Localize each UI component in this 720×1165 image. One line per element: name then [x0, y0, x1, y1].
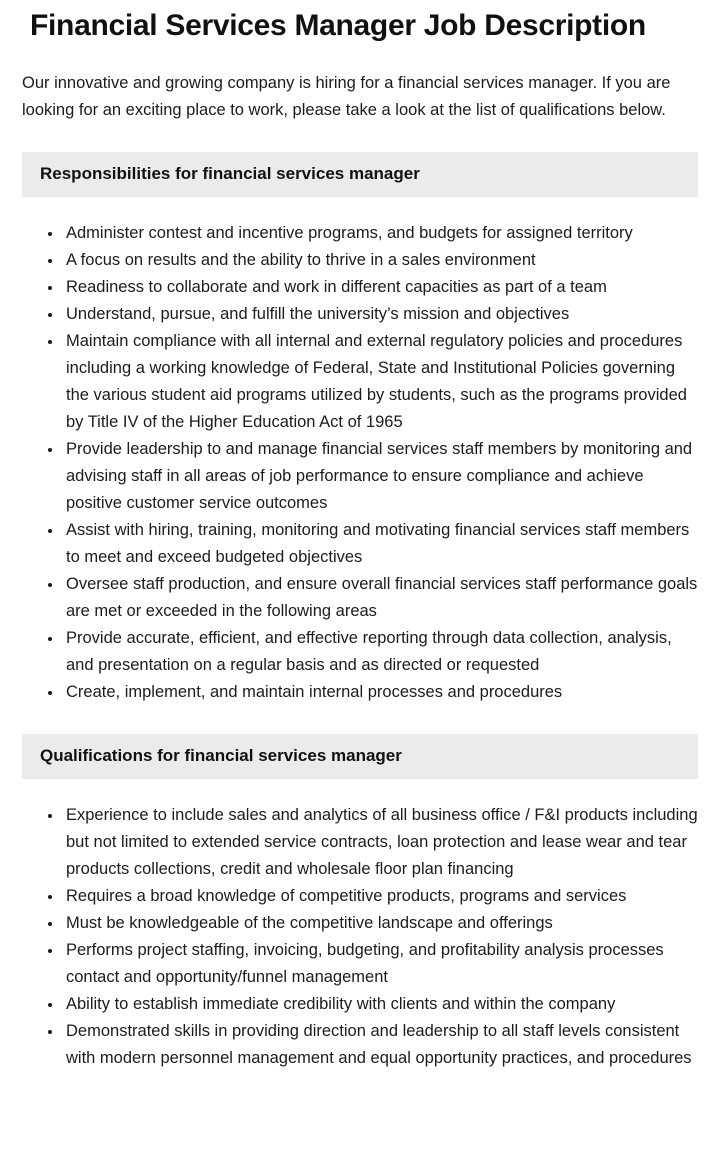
list-item: • Oversee staff production, and ensure overall financial services staff performance goals are met or exceeded in the following areas	[63, 571, 698, 625]
list-item: • Administer contest and incentive programs, and budgets for assigned territory	[63, 220, 698, 247]
list-item: • Understand, pursue, and fulfill the university’s mission and objectives	[63, 301, 698, 328]
list-item: • Requires a broad knowledge of competitive products, programs and services	[63, 883, 698, 910]
list-item: • Maintain compliance with all internal and external regulatory policies and procedures including a working knowledge of Federal, State and Institutional Policies governing the various student aid programs utilized by students, such as the programs provided by Title IV of the Higher Education Act of 1965	[63, 328, 698, 436]
qualifications-section-heading: Qualifications for financial services manager	[22, 734, 698, 779]
list-item: • Demonstrated skills in providing direction and leadership to all staff levels consistent with modern personnel management and equal opportunity practices, and procedures	[63, 1018, 698, 1072]
list-item: • A focus on results and the ability to thrive in a sales environment	[63, 247, 698, 274]
list-item: • Ability to establish immediate credibility with clients and within the company	[63, 991, 698, 1018]
list-item: • Create, implement, and maintain internal processes and procedures	[63, 679, 698, 706]
section-qualifications	[22, 734, 698, 1072]
list-item: • Must be knowledgeable of the competitive landscape and offerings	[63, 910, 698, 937]
intro-paragraph: Our innovative and growing company is hiring for a financial services manager. If you are looking for an exciting place to work, please take a look at the list of qualifications below.	[22, 74, 671, 119]
list-item: • Readiness to collaborate and work in different capacities as part of a team	[63, 274, 698, 301]
responsibilities-list	[22, 220, 698, 706]
list-item: • Provide leadership to and manage financial services staff members by monitoring and advising staff in all areas of job performance to ensure compliance and achieve positive customer service outcomes	[63, 436, 698, 517]
list-item: • Assist with hiring, training, monitoring and motivating financial services staff members to meet and exceed budgeted objectives	[63, 517, 698, 571]
page-title: Financial Services Manager Job Description	[30, 9, 646, 42]
list-item: • Experience to include sales and analytics of all business office / F&I products including but not limited to extended service contracts, loan protection and lease wear and tear products collections, credit and wholesale floor plan financing	[63, 802, 698, 883]
qualifications-list	[22, 802, 698, 1072]
section-responsibilities	[22, 152, 698, 706]
responsibilities-section-heading: Responsibilities for financial services manager	[22, 152, 698, 197]
list-item: • Performs project staffing, invoicing, budgeting, and profitability analysis processes contact and opportunity/funnel management	[63, 937, 698, 991]
list-item: • Provide accurate, efficient, and effective reporting through data collection, analysis, and presentation on a regular basis and as directed or requested	[63, 625, 698, 679]
